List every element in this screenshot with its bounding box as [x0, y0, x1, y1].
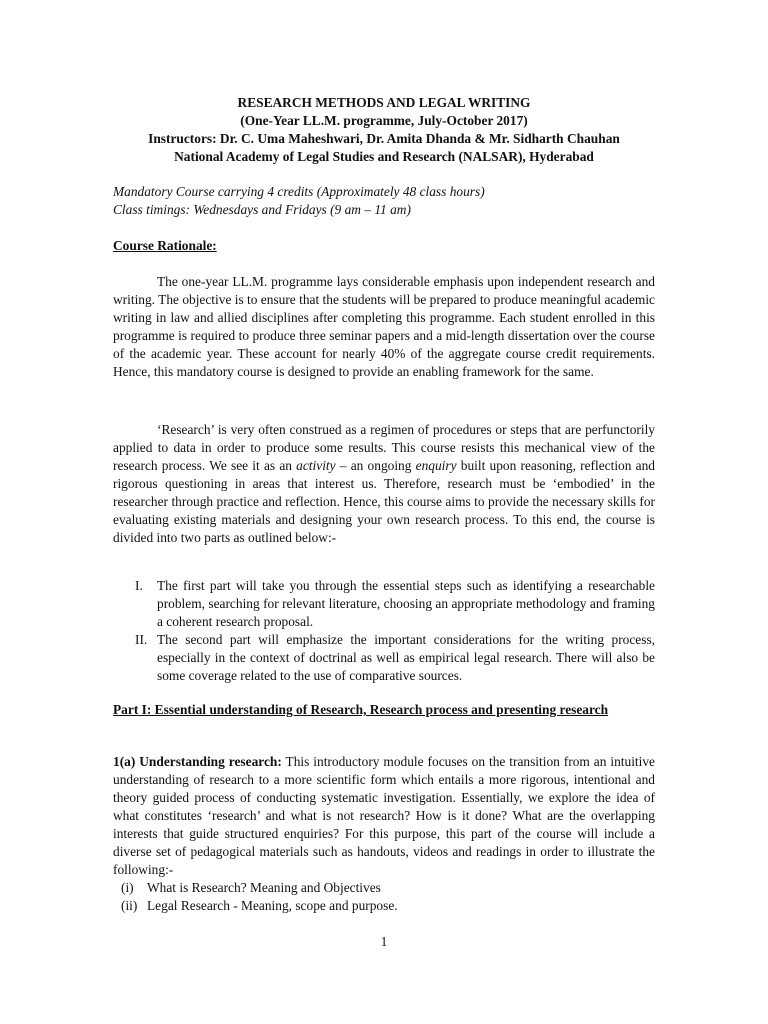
rationale-paragraph-1: The one-year LL.M. programme lays considerable emphasis upon independent research and writing. The objective is to ensure that the students will be prepared to produce meaningful academic writing in law and allied disciplines after completing this programme. Each student enrolled in this programme is required to produce three seminar papers and a mid-length dissertation over the course of the academic year. These account for nearly 40% of the aggregate course credit requirements. Hence, this mandatory course is designed to provide an enabling framework for the same. — [113, 274, 655, 379]
instructors-line: Instructors: Dr. C. Uma Maheshwari, Dr. Amita Dhanda & Mr. Sidharth Chauhan — [148, 131, 620, 146]
page-number: 1 — [380, 934, 388, 949]
part-one-heading: Part I: Essential understanding of Research, Research process and presenting research — [113, 702, 609, 717]
course-parts-list — [113, 577, 655, 685]
list-item-number: II. — [135, 632, 148, 647]
list-item-number: I. — [135, 578, 143, 593]
list-item-number: (ii) — [121, 898, 138, 913]
module-1a-paragraph — [113, 753, 655, 879]
list-item — [121, 897, 655, 915]
list-item-text: Legal Research - Meaning, scope and purpose. — [147, 898, 398, 913]
institution-line: National Academy of Legal Studies and Research (NALSAR), Hyderabad — [174, 149, 594, 164]
list-item-text: The first part will take you through the essential steps such as identifying a researchable problem, searching for relevant literature, choosing an appropriate methodology and framing a coherent research proposal. — [157, 578, 655, 629]
emphasis-activity: activity — [296, 458, 336, 473]
emphasis-enquiry: enquiry — [415, 458, 457, 473]
list-item — [113, 577, 655, 631]
rationale-text: – an ongoing — [335, 458, 416, 473]
document-title: RESEARCH METHODS AND LEGAL WRITING — [237, 95, 531, 110]
rationale-text: built upon reasoning, reflection and rigorous questioning in areas that interest us. Therefore, research must be ‘embodied’ in the researcher through practice and reflection. Hence, this course aims to provide the necessary skills for evaluating existing materials and designing your own research process. To this end, the course is divided into two parts as outlined below:- — [113, 458, 655, 545]
list-item-number: (i) — [121, 880, 134, 895]
list-item-text: The second part will emphasize the important considerations for the writing process, especially in the context of doctrinal as well as empirical legal research. There will also be some coverage related to the use of comparative sources. — [157, 632, 655, 683]
course-credits: Mandatory Course carrying 4 credits (Approximately 48 class hours) — [113, 184, 485, 199]
class-timings: Class timings: Wednesdays and Fridays (9 am – 11 am) — [113, 202, 411, 217]
document-header — [113, 94, 655, 166]
list-item-text: What is Research? Meaning and Objectives — [147, 880, 381, 895]
programme-subtitle: (One-Year LL.M. programme, July-October 2017) — [240, 113, 528, 128]
module-text: This introductory module focuses on the transition from an intuitive understanding of research to a more scientific form which entails a more rigorous, intentional and theory guided process of conducting systematic investigation. Essentially, we explore the idea of what constitutes ‘research’ and what is not research? How is it done? What are the overlapping interests that guide structured enquiries? For this purpose, this part of the course will include a diverse set of pedagogical materials such as handouts, videos and readings in order to illustrate the following:- — [113, 754, 655, 877]
rationale-paragraph-2 — [113, 421, 655, 547]
module-topics-list — [121, 879, 655, 915]
course-info — [113, 183, 655, 219]
list-item — [113, 631, 655, 685]
rationale-text: ‘Research’ is very often construed as a regimen of procedures or steps that are perfunctorily applied to data in order to produce some results. This course resists this mechanical view of the research process. We see it as an — [113, 422, 655, 473]
module-label: 1(a) Understanding research: — [113, 754, 282, 769]
list-item — [121, 879, 655, 897]
rationale-heading: Course Rationale: — [113, 238, 217, 253]
